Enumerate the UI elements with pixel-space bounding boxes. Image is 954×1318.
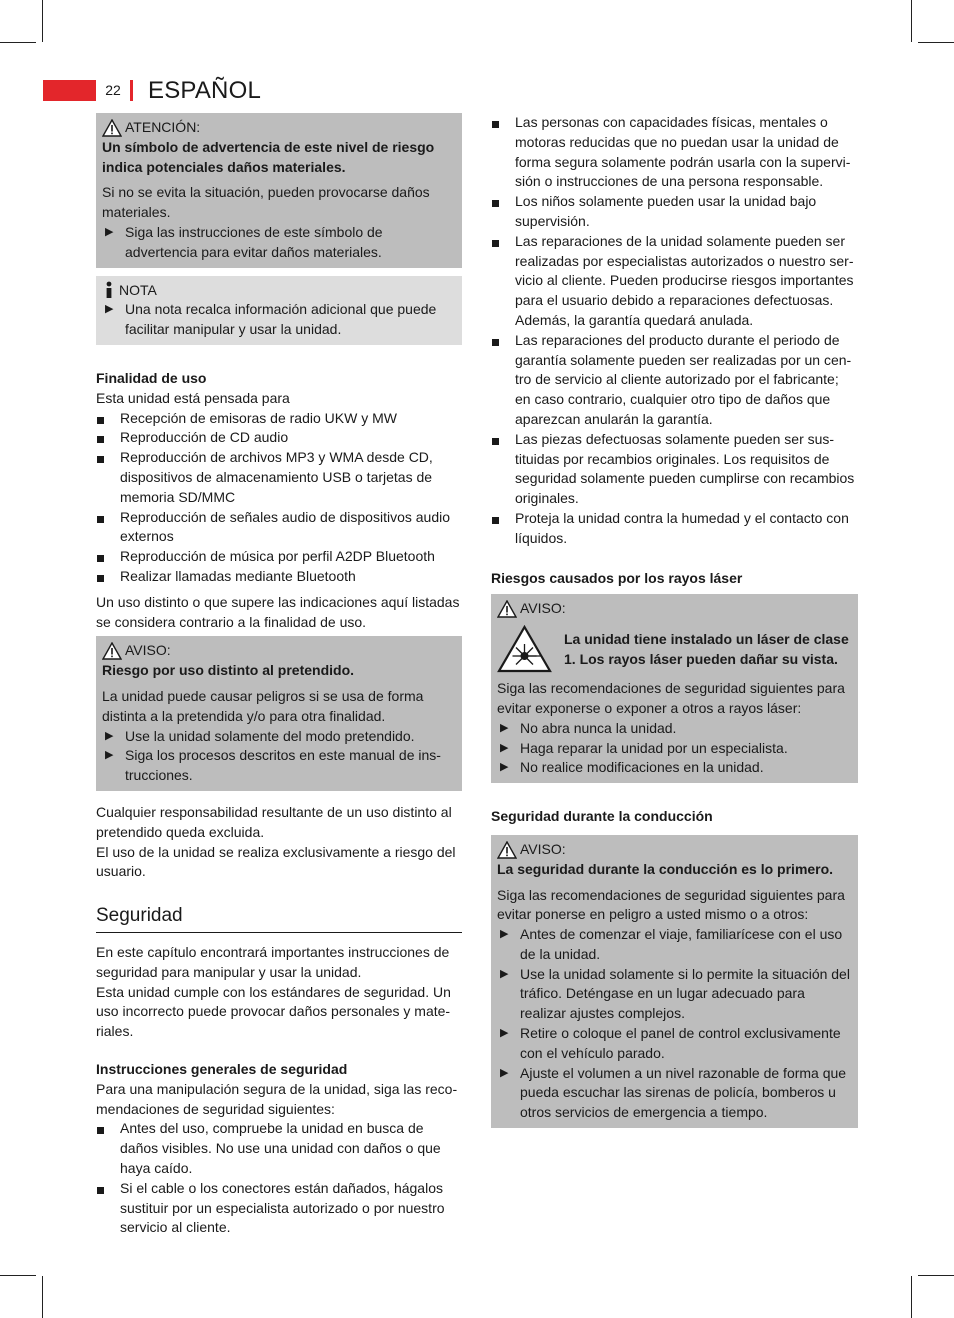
crop-mark bbox=[0, 42, 36, 43]
list-item: Las reparaciones de la unidad solamente pueden ser realizadas por especialistas autorizados o nuestro ser-vicio al cliente. Pueden producirse riesgos importantes para el usuario debido a reparaciones defectuosas. Además, la garantía quedará anulada. bbox=[491, 232, 858, 331]
list-item: Los niños solamente pueden usar la unidad bajo supervisión. bbox=[491, 192, 858, 232]
warning-box bbox=[96, 636, 462, 791]
list-item: ▶ Use la unidad solamente del modo pretendido. bbox=[102, 727, 456, 747]
note-box bbox=[96, 276, 462, 345]
list-item: ▶ No abra nunca la unidad. bbox=[497, 719, 852, 739]
crop-mark bbox=[42, 1276, 43, 1318]
list-item: Realizar llamadas mediante Bluetooth bbox=[96, 567, 462, 587]
warning-triangle-icon bbox=[102, 119, 122, 137]
attention-text: Si no se evita la situación, pueden provocarse daños materiales. bbox=[102, 184, 430, 221]
list-item: ▶ No realice modificaciones en la unidad. bbox=[497, 758, 852, 778]
driving-box-title: AVISO: bbox=[520, 840, 566, 857]
security-text-2: Esta unidad cumple con los estándares de seguridad. Un uso incorrecto puede provocar daños personales y mate-riales. bbox=[96, 983, 451, 1040]
driving-warning-box bbox=[491, 835, 858, 1128]
list-item: Reproducción de CD audio bbox=[96, 428, 462, 448]
purpose-outro: Un uso distinto o que supere las indicaciones aquí listadas se considera contrario a la finalidad de uso. bbox=[96, 593, 460, 630]
list-item: ▶ Retire o coloque el panel de control exclusivamente con el vehículo parado. bbox=[497, 1024, 852, 1064]
list-item: Las reparaciones del producto durante el periodo de garantía solamente pueden ser realizadas por un cen-tro de servicio al cliente autorizado por el fabricante; en caso contrario, cualquier otro tipo de daños que aparezcan anularán la garantía. bbox=[491, 331, 858, 430]
list-item: ▶ Ajuste el volumen a un nivel razonable de forma que pueda escuchar las sirenas de policía, bomberos u otros servicios de emergencia a tiempo. bbox=[497, 1064, 852, 1123]
attention-title: ATENCIÓN: bbox=[125, 119, 201, 135]
list-item: Si el cable o los conectores están dañados, hágalos sustituir por un especialista autorizado o por nuestro servicio al cliente. bbox=[96, 1179, 462, 1238]
laser-bold-text: La unidad tiene instalado un láser de clase 1. Los rayos láser pueden dañar su vista. bbox=[564, 631, 849, 667]
right-column bbox=[491, 113, 858, 1136]
list-item: ▶ Siga los procesos descritos en este manual de ins-trucciones. bbox=[102, 746, 456, 786]
list-item: Las personas con capacidades físicas, mentales o motoras reducidas que no puedan usar la unidad de forma segura solamente podrán usarla con la supervi-sión o instrucciones de una persona responsable. bbox=[491, 113, 858, 192]
general-safety-intro: Para una manipulación segura de la unidad, siga las reco-mendaciones de seguridad siguientes: bbox=[96, 1080, 458, 1117]
purpose-heading: Finalidad de uso bbox=[96, 369, 207, 386]
page-title: ESPAÑOL bbox=[148, 77, 261, 104]
crop-mark bbox=[911, 0, 912, 42]
crop-mark bbox=[918, 1275, 954, 1276]
warning-bold-text: Riesgo por uso distinto al pretendido. bbox=[102, 662, 355, 679]
warning-triangle-icon bbox=[497, 841, 517, 859]
crop-mark bbox=[918, 42, 954, 43]
driving-bold-text: La seguridad durante la conducción es lo primero. bbox=[497, 860, 834, 877]
purpose-intro: Esta unidad está pensada para bbox=[96, 389, 290, 406]
attention-bold-text: Un símbolo de advertencia de este nivel de riesgo indica potenciales daños materiales. bbox=[102, 138, 435, 175]
left-column bbox=[96, 113, 462, 1238]
laser-heading: Riesgos causados por los rayos láser bbox=[491, 569, 743, 586]
list-item: Las piezas defectuosas solamente pueden ser sus-tituidas por recambios originales. Los requisitos de seguridad solamente pueden cumplirse con recambios originales. bbox=[491, 430, 858, 509]
info-icon bbox=[102, 281, 116, 299]
list-item: Recepción de emisoras de radio UKW y MW bbox=[96, 409, 462, 429]
list-item: Reproducción de música por perfil A2DP Bluetooth bbox=[96, 547, 462, 567]
laser-text: Siga las recomendaciones de seguridad siguientes para evitar exponerse o exponer a otros a rayos láser: bbox=[497, 680, 845, 716]
list-item: ▶ Siga las instrucciones de este símbolo de advertencia para evitar daños materiales. bbox=[102, 223, 456, 263]
driving-text: Siga las recomendaciones de seguridad siguientes para evitar ponerse en peligro a usted mismo o a otros: bbox=[497, 886, 845, 923]
list-item: ▶ Haga reparar la unidad por un especialista. bbox=[497, 739, 852, 759]
liability-text-2: El uso de la unidad se realiza exclusivamente a riesgo del usuario. bbox=[96, 843, 456, 880]
list-item: Reproducción de señales audio de dispositivos audio externos bbox=[96, 508, 462, 548]
note-title: NOTA bbox=[119, 281, 157, 298]
attention-box bbox=[96, 113, 462, 268]
list-item: ▶ Antes de comenzar el viaje, familiarícese con el uso de la unidad. bbox=[497, 925, 852, 965]
list-item: Antes del uso, compruebe la unidad en busca de daños visibles. No use una unidad con daños o que haya caído. bbox=[96, 1119, 462, 1178]
warning-text: La unidad puede causar peligros si se usa de forma distinta a la pretendida y/o para otra finalidad. bbox=[102, 687, 424, 724]
crop-mark bbox=[911, 1276, 912, 1318]
warning-triangle-icon bbox=[497, 600, 517, 618]
security-heading: Seguridad bbox=[96, 904, 462, 933]
laser-warning-box bbox=[491, 594, 858, 783]
security-text-1: En este capítulo encontrará importantes instrucciones de seguridad para manipular y usar la unidad. bbox=[96, 944, 450, 980]
warning-title: AVISO: bbox=[125, 642, 171, 659]
crop-mark bbox=[42, 0, 43, 42]
driving-heading: Seguridad durante la conducción bbox=[491, 808, 713, 825]
page-number: 22 bbox=[96, 80, 130, 101]
list-item: ▶ Use la unidad solamente si lo permite la situación del tráfico. Deténgase en un lugar adecuado para realizar ajustes complejos. bbox=[497, 965, 852, 1024]
list-item: Proteja la unidad contra la humedad y el contacto con líquidos. bbox=[491, 509, 858, 549]
laser-box-title: AVISO: bbox=[520, 600, 566, 617]
list-item: Reproducción de archivos MP3 y WMA desde CD, dispositivos de almacenamiento USB o tarjetas de memoria SD/MMC bbox=[96, 448, 462, 507]
crop-mark bbox=[0, 1275, 36, 1276]
liability-text-1: Cualquier responsabilidad resultante de un uso distinto al pretendido queda excluida. bbox=[96, 803, 452, 840]
laser-radiation-icon bbox=[497, 625, 552, 673]
general-safety-heading: Instrucciones generales de seguridad bbox=[96, 1061, 348, 1078]
list-item: ▶ Una nota recalca información adicional que puede facilitar manipular y usar la unidad. bbox=[102, 300, 456, 340]
warning-triangle-icon bbox=[102, 642, 122, 660]
